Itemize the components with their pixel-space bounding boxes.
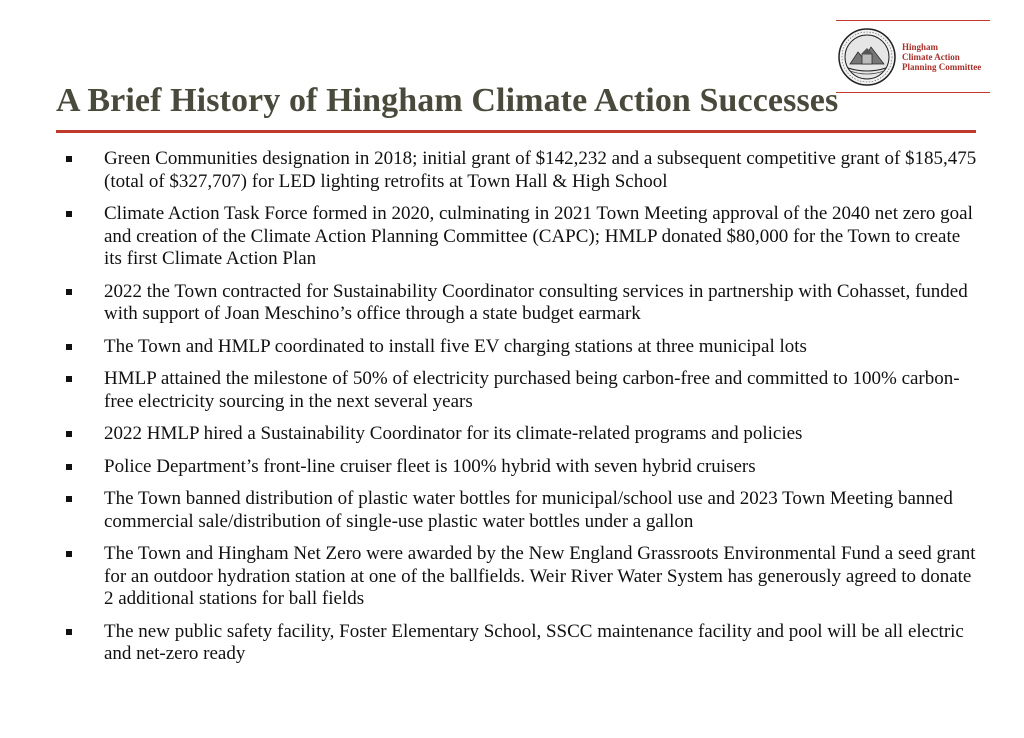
square-bullet-icon bbox=[66, 344, 72, 350]
bullet-text: The Town banned distribution of plastic water bottles for municipal/school use and 2023 Town Meeting banned commercial sale/distribution of single-use plastic water bottles under a gallon bbox=[104, 488, 953, 532]
organization-line-2: Climate Action bbox=[902, 52, 960, 62]
square-bullet-icon bbox=[66, 551, 72, 557]
logo-rule-top bbox=[836, 20, 990, 21]
logo-rule-bottom bbox=[836, 92, 990, 93]
bullet-text: Green Communities designation in 2018; initial grant of $142,232 and a subsequent competitive grant of $185,475 (total of $327,707) for LED lighting retrofits at Town Hall & High School bbox=[104, 148, 977, 192]
bullet-item bbox=[60, 336, 980, 359]
bullet-item bbox=[60, 281, 980, 326]
bullet-item bbox=[60, 203, 980, 271]
town-seal-icon bbox=[838, 28, 896, 86]
organization-line-3: Planning Committee bbox=[902, 62, 982, 72]
bullet-item bbox=[60, 456, 980, 479]
square-bullet-icon bbox=[66, 464, 72, 470]
square-bullet-icon bbox=[66, 156, 72, 162]
bullet-item bbox=[60, 368, 980, 413]
square-bullet-icon bbox=[66, 431, 72, 437]
bullet-text: HMLP attained the milestone of 50% of electricity purchased being carbon-free and committed to 100% carbon-free electricity sourcing in the next several years bbox=[104, 368, 960, 412]
bullet-item bbox=[60, 488, 980, 533]
bullet-text: Police Department’s front-line cruiser fleet is 100% hybrid with seven hybrid cruisers bbox=[104, 455, 756, 477]
bullet-list bbox=[60, 148, 980, 676]
organization-name bbox=[902, 42, 981, 72]
square-bullet-icon bbox=[66, 496, 72, 502]
square-bullet-icon bbox=[66, 376, 72, 382]
bullet-text: The new public safety facility, Foster Elementary School, SSCC maintenance facility and pool will be all electric and net-zero ready bbox=[104, 620, 964, 664]
bullet-item bbox=[60, 423, 980, 446]
square-bullet-icon bbox=[66, 211, 72, 217]
bullet-text: 2022 the Town contracted for Sustainability Coordinator consulting services in partnership with Cohasset, funded with support of Joan Meschino’s office through a state budget earmark bbox=[104, 280, 968, 324]
organization-line-1: Hingham bbox=[902, 42, 939, 52]
bullet-item bbox=[60, 148, 980, 193]
title-underline bbox=[56, 130, 976, 133]
slide-title: A Brief History of Hingham Climate Action Successes bbox=[56, 82, 839, 119]
square-bullet-icon bbox=[66, 629, 72, 635]
bullet-text: The Town and Hingham Net Zero were awarded by the New England Grassroots Environmental Fund a seed grant for an outdoor hydration station at one of the ballfields. Weir River Water System has generously agreed to donate 2 additional stations for ball fields bbox=[104, 543, 976, 609]
square-bullet-icon bbox=[66, 289, 72, 295]
bullet-item bbox=[60, 621, 980, 666]
bullet-text: 2022 HMLP hired a Sustainability Coordinator for its climate-related programs and policies bbox=[104, 423, 803, 444]
bullet-text: Climate Action Task Force formed in 2020, culminating in 2021 Town Meeting approval of the 2040 net zero goal and creation of the Climate Action Planning Committee (CAPC); HMLP donated $80,000 for the Town to create its first Climate Action Plan bbox=[104, 203, 973, 269]
bullet-item bbox=[60, 543, 980, 611]
bullet-text: The Town and HMLP coordinated to install five EV charging stations at three municipal lots bbox=[104, 335, 807, 357]
